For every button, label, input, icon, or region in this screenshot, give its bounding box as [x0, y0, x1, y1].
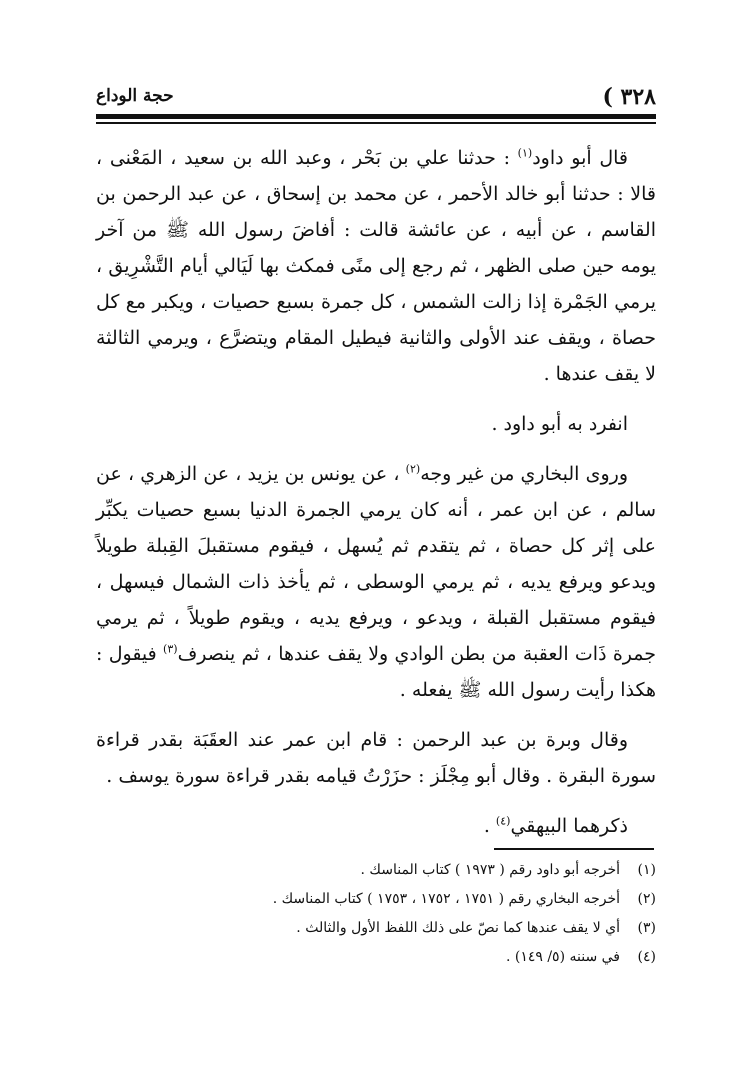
main-text — [96, 140, 656, 858]
footnote-text: في سننه (٥/ ١٤٩) . — [505, 949, 620, 965]
paragraph-hadith-abu-dawud — [96, 140, 656, 392]
footnote-marker: (٤) — [495, 814, 511, 828]
footnote-number: (٤) — [637, 949, 656, 965]
footnote-number: (١) — [637, 862, 656, 878]
footnotes — [96, 856, 656, 972]
footnote-text: أخرجه البخاري رقم ( ١٧٥١ ، ١٧٥٢ ، ١٧٥٣ ) كتاب المناسك . — [272, 891, 620, 907]
paragraph-text: ، عن يونس بن يزيد ، عن الزهري ، عن سالم ، عن ابن عمر ، أنه كان يرمي الجمرة الدنيا بسبع حصيات يكبِّر على إثر كل حصاة ، ثم يتقدم ثم يُسهل ، فيقوم مستقبلَ القِبلة طويلاً ويدعو ويرفع يديه ، ثم يرمي الوسطى ، ثم يأخذ ذات الشمال فيسهل ، فيقوم مستقبل القبلة ، ويدعو ، ويرفع يديه ، ويقوم طويلاً ، ثم يرمي جمرة ذَات العقبة من بطن الوادي ولا يقف عندها ، ثم ينصرف — [96, 463, 657, 665]
footnote-number: (٣) — [637, 920, 656, 936]
header-rule-thin — [96, 122, 656, 124]
paragraph-wabra: وقال وبرة بن عبد الرحمن : قام ابن عمر عند العقَبَة بقدر قراءة سورة البقرة . وقال أبو مِجْلَز : حزَرْتُ قيامه بقدر قراءة سورة يوسف . — [96, 729, 656, 787]
footnote-4 — [96, 943, 656, 972]
running-title: حجة الوداع — [96, 86, 174, 106]
footnote-marker: (٢) — [405, 462, 421, 476]
footnote-1 — [96, 856, 656, 885]
paragraph-text: : حدثنا علي بن بَحْر ، وعبد الله بن سعيد ، المَعْنى ، قالا : حدثنا أبو خالد الأحمر ، عن محمد بن إسحاق ، عن عبد الرحمن بن القاسم ، عن أبيه ، عن عائشة قالت : أفاضَ رسول الله ﷺ من آخر يومه حين صلى الظهر ، ثم رجع إلى منًى فمكث بها لَيَالي أيام التَّشْرِيق ، يرمي الجَمْرة إذا زالت الشمس ، كل جمرة بسبع حصيات ، ويكبر مع كل حصاة ، ويقف عند الأولى والثانية فيطيل المقام ويتضرَّع ، ويرمي الثالثة لا يقف عندها . — [96, 147, 656, 385]
footnote-number: (٢) — [637, 891, 656, 907]
page-header — [96, 84, 656, 114]
footnote-text: أخرجه أبو داود رقم ( ١٩٧٣ ) كتاب المناسك . — [360, 862, 620, 878]
paragraph-text: وروى البخاري من غير وجه — [420, 463, 629, 485]
footnote-text: أي لا يقف عندها كما نصّ على ذلك اللفظ الأول والثالث . — [296, 920, 620, 936]
header-rule-thick — [96, 114, 656, 119]
paragraph-text: قال أبو داود — [532, 147, 629, 169]
paragraph-infarada: انفرد به أبو داود . — [491, 413, 628, 435]
paragraph-text: . — [483, 815, 496, 837]
paragraph-text: فيقول : هكذا رأيت رسول الله ﷺ يفعله . — [96, 643, 656, 701]
footnote-3 — [96, 914, 656, 943]
paragraph-bayhaqi — [96, 808, 656, 844]
footnote-2 — [96, 885, 656, 914]
page-number: ٣٢٨ ) — [602, 84, 656, 110]
footnote-rule — [494, 848, 654, 850]
footnote-marker: (٣) — [163, 642, 178, 656]
footnote-marker: (١) — [517, 146, 533, 160]
paragraph-text: ذكرهما البيهقي — [510, 815, 628, 837]
paragraph-bukhari — [96, 456, 656, 708]
